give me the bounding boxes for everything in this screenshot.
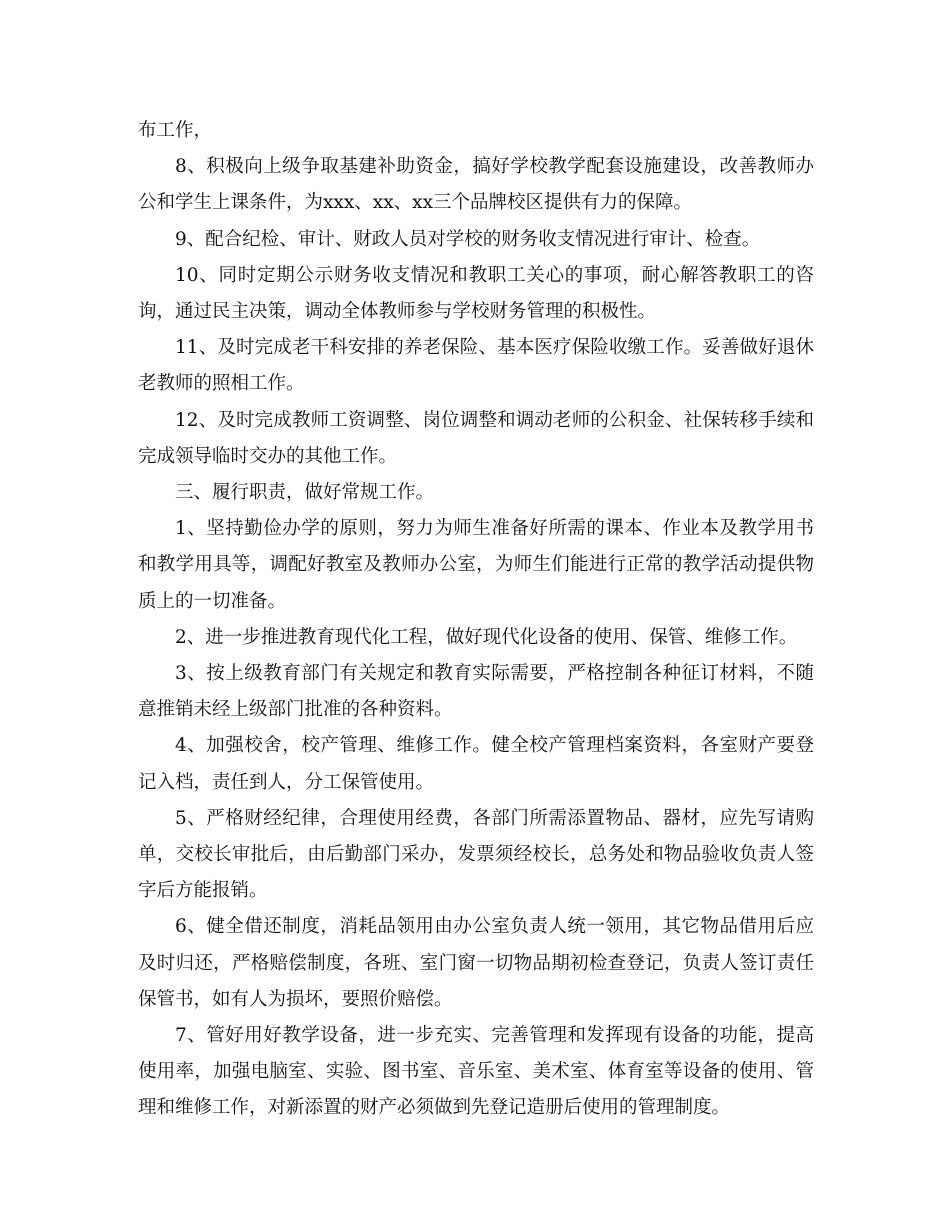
paragraph-item-6: 6、健全借还制度，消耗品领用由办公室负责人统一领用，其它物品借用后应及时归还，严格赔偿制度，各班、室门窗一切物品期初检查登记，负责人签订责任保管书，如有人为损坏，要照价赔偿。 [138,916,814,1010]
paragraph-continuation: 布工作， [138,120,213,141]
paragraph-item-3: 3、按上级教育部门有关规定和教育实际需要，严格控制各种征订材料，不随意推销未经上级部门批准的各种资料。 [138,663,814,721]
paragraph-item-1: 1、坚持勤俭办学的原则，努力为师生准备好所需的课本、作业本及教学用书和教学用具等，调配好教室及教师办公室，为师生们能进行正常的教学活动提供物质上的一切准备。 [138,518,814,612]
paragraph-item-9: 9、配合纪检、审计、财政人员对学校的财务收支情况进行审计、检查。 [175,228,761,250]
paragraph-item-7: 7、管好用好教学设备，进一步充实、完善管理和发挥现有设备的功能，提高使用率，加强电脑室、实验、图书室、音乐室、美术室、体育室等设备的使用、管理和维修工作，对新添置的财产必须做到先登记造册后使用的管理制度。 [138,1025,814,1119]
document-body [138,113,814,1127]
paragraph-item-5: 5、严格财经纪律，合理使用经费，各部门所需添置物品、器材，应先写请购单，交校长审批后，由后勤部门采办，发票须经校长，总务处和物品验收负责人签字后方能报销。 [138,807,814,902]
paragraph-item-12: 12、及时完成教师工资调整、岗位调整和调动老师的公积金、社保转移手续和完成领导临时交办的其他工作。 [138,409,814,467]
paragraph-item-8: 8、积极向上级争取基建补助资金，搞好学校教学配套设施建设，改善教师办公和学生上课条件，为xxx、xx、xx三个品牌校区提供有力的保障。 [138,156,814,214]
paragraph-item-11: 11、及时完成老干科安排的养老保险、基本医疗保险收缴工作。妥善做好退休老教师的照相工作。 [138,337,814,395]
section-heading-3: 三、履行职责，做好常规工作。 [175,482,435,504]
paragraph-item-10: 10、同时定期公示财务收支情况和教职工关心的事项，耐心解答教职工的咨询，通过民主决策，调动全体教师参与学校财务管理的积极性。 [138,264,814,323]
paragraph-item-4: 4、加强校舍，校产管理、维修工作。健全校产管理档案资料，各室财产要登记入档，责任到人，分工保管使用。 [138,735,814,793]
paragraph-item-2: 2、进一步推进教育现代化工程，做好现代化设备的使用、保管、维修工作。 [175,626,798,648]
